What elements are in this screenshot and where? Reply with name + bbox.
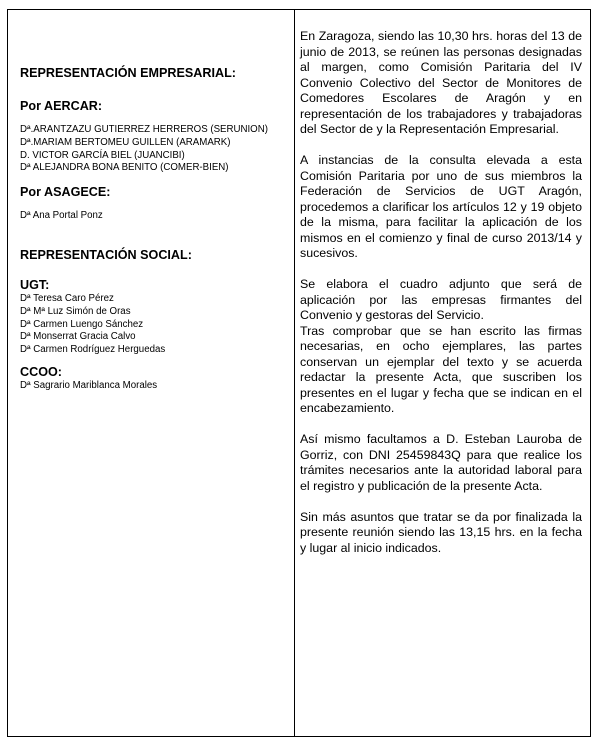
- minutes-paragraph: Sin más asuntos que tratar se da por finalizada la presente reunión siendo las 13,15 hrs. en la fecha y lugar al inicio indicados.: [300, 509, 582, 555]
- ugt-title: UGT:: [20, 277, 50, 292]
- minutes-paragraph: Tras comprobar que se han escrito las firmas necesarias, en ocho ejemplares, las partes conservan un ejemplar del texto y se acuerda redactar la presente Acta, que suscriben los presentes en el lugar y fecha que se indican en el encabezamiento.: [300, 323, 582, 415]
- empresarial-title: REPRESENTACIÓN EMPRESARIAL:: [20, 66, 236, 80]
- ugt-member: Dª Mª Luz Simón de Oras: [20, 305, 131, 317]
- aercar-member: D. VICTOR GARCÍA BIEL (JUANCIBI): [20, 149, 185, 161]
- aercar-member: Dª.MARIAM BERTOMEU GUILLEN (ARAMARK): [20, 136, 231, 148]
- ugt-member: Dª Teresa Caro Pérez: [20, 292, 114, 304]
- minutes-paragraph: En Zaragoza, siendo las 10,30 hrs. horas del 13 de junio de 2013, se reúnen las personas designadas al margen, como Comisión Paritaria del IV Convenio Colectivo del Sector de Monitores de Comedores Escolares de Aragón y en representación de los trabajadores y trabajadoras del Sector de y la Representación Empresarial.: [300, 29, 582, 136]
- asagece-title: Por ASAGECE:: [20, 185, 111, 200]
- minutes-column: [300, 29, 582, 556]
- minutes-paragraph: A instancias de la consulta elevada a esta Comisión Paritaria por uno de sus miembros la Federación de Servicios de UGT Aragón, procedemos a clarificar los artículos 12 y 19 objeto de la misma, para facilitar la aplicación de los mismos en el comienzo y final de curso 2013/14 y sucesivos.: [300, 153, 582, 260]
- aercar-title: Por AERCAR:: [20, 99, 103, 113]
- minutes-paragraph: Se elabora el cuadro adjunto que será de aplicación por las empresas firmantes del Convenio y gestoras del Servicio.: [300, 277, 582, 322]
- ugt-member: Dª Carmen Rodríguez Herguedas: [20, 344, 166, 356]
- aercar-member: Dª.ARANTZAZU GUTIERREZ HERREROS (SERUNION): [20, 124, 268, 135]
- ugt-member: Dª Monserrat Gracia Calvo: [20, 331, 136, 343]
- aercar-member: Dª ALEJANDRA BONA BENITO (COMER-BIEN): [20, 162, 229, 174]
- column-divider: [294, 9, 295, 737]
- asagece-member: Dª Ana Portal Ponz: [20, 210, 103, 222]
- minutes-paragraph: Así mismo facultamos a D. Esteban Lauroba de Gorriz, con DNI 25459843Q para que realice los trámites necesarios ante la autoridad laboral para el registro y publicación de la presente Acta.: [300, 432, 582, 493]
- attendees-column: [20, 66, 290, 393]
- ugt-member: Dª Carmen Luengo Sánchez: [20, 318, 144, 330]
- social-title: REPRESENTACIÓN SOCIAL:: [20, 247, 192, 262]
- ccoo-title: CCOO:: [20, 364, 62, 379]
- ccoo-member: Dª Sagrario Mariblanca Morales: [20, 379, 158, 391]
